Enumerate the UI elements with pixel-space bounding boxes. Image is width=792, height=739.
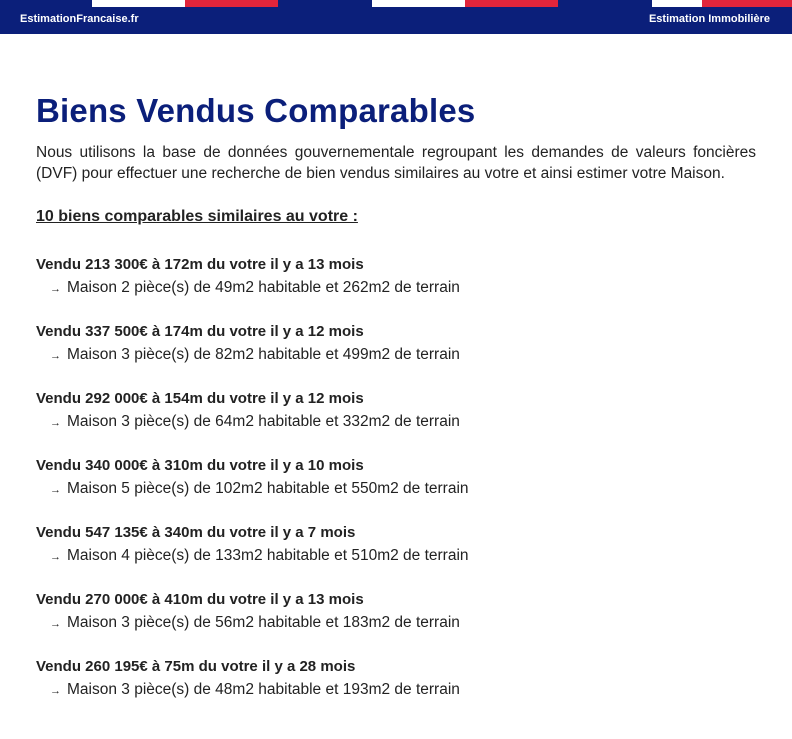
list-item xyxy=(36,658,756,725)
flag-stripe-left xyxy=(92,0,278,7)
list-item xyxy=(36,591,756,658)
list-item-title: Vendu 270 000€ à 410m du votre il y a 13 mois xyxy=(36,591,364,608)
arrow-right-icon: → xyxy=(50,685,61,697)
arrow-right-icon: → xyxy=(50,551,61,563)
arrow-right-icon: → xyxy=(50,417,61,429)
list-item-detail xyxy=(36,278,756,299)
list-item xyxy=(36,524,756,591)
list-item xyxy=(36,390,756,457)
arrow-right-icon: → xyxy=(50,484,61,496)
header-bar xyxy=(0,0,792,34)
arrow-right-icon: → xyxy=(50,618,61,630)
list-item-detail xyxy=(36,546,756,567)
list-item xyxy=(36,457,756,524)
list-item-title: Vendu 547 135€ à 340m du votre il y a 7 mois xyxy=(36,524,356,541)
list-item-detail-text: Maison 5 pièce(s) de 102m2 habitable et 550m2 de terrain xyxy=(67,480,469,497)
list-item-detail-text: Maison 3 pièce(s) de 56m2 habitable et 183m2 de terrain xyxy=(67,614,460,631)
flag-stripe-center xyxy=(372,0,558,7)
list-item-detail-text: Maison 4 pièce(s) de 133m2 habitable et 510m2 de terrain xyxy=(67,547,469,564)
main-content xyxy=(36,92,756,725)
flag-stripe-right xyxy=(652,0,792,7)
list-item-title: Vendu 337 500€ à 174m du votre il y a 12 mois xyxy=(36,323,364,340)
list-item-detail-text: Maison 3 pièce(s) de 64m2 habitable et 332m2 de terrain xyxy=(67,413,460,430)
list-item-title: Vendu 213 300€ à 172m du votre il y a 13 mois xyxy=(36,256,364,273)
list-item-title: Vendu 340 000€ à 310m du votre il y a 10 mois xyxy=(36,457,364,474)
list-item-title: Vendu 260 195€ à 75m du votre il y a 28 mois xyxy=(36,658,356,675)
list-item xyxy=(36,323,756,390)
intro-paragraph: Nous utilisons la base de données gouvernementale regroupant les demandes de valeurs foncières (DVF) pour effectuer une recherche de bien vendus similaires au votre et ainsi estimer votre Maison. xyxy=(36,144,756,182)
list-item xyxy=(36,256,756,323)
list-item-detail xyxy=(36,479,756,500)
comparables-subtitle: 10 biens comparables similaires au votre : xyxy=(36,208,358,225)
list-item-detail xyxy=(36,613,756,634)
list-item-detail xyxy=(36,680,756,701)
arrow-right-icon: → xyxy=(50,350,61,362)
page-title: Biens Vendus Comparables xyxy=(36,92,476,129)
brand-tagline: Estimation Immobilière xyxy=(648,13,770,25)
list-item-detail-text: Maison 2 pièce(s) de 49m2 habitable et 262m2 de terrain xyxy=(67,279,460,296)
list-item-detail xyxy=(36,345,756,366)
comparables-list xyxy=(36,256,756,725)
list-item-detail-text: Maison 3 pièce(s) de 48m2 habitable et 193m2 de terrain xyxy=(67,681,460,698)
arrow-right-icon: → xyxy=(50,283,61,295)
brand-name: EstimationFrancaise.fr xyxy=(20,13,139,25)
list-item-title: Vendu 292 000€ à 154m du votre il y a 12 mois xyxy=(36,390,364,407)
list-item-detail-text: Maison 3 pièce(s) de 82m2 habitable et 499m2 de terrain xyxy=(67,346,460,363)
list-item-detail xyxy=(36,412,756,433)
